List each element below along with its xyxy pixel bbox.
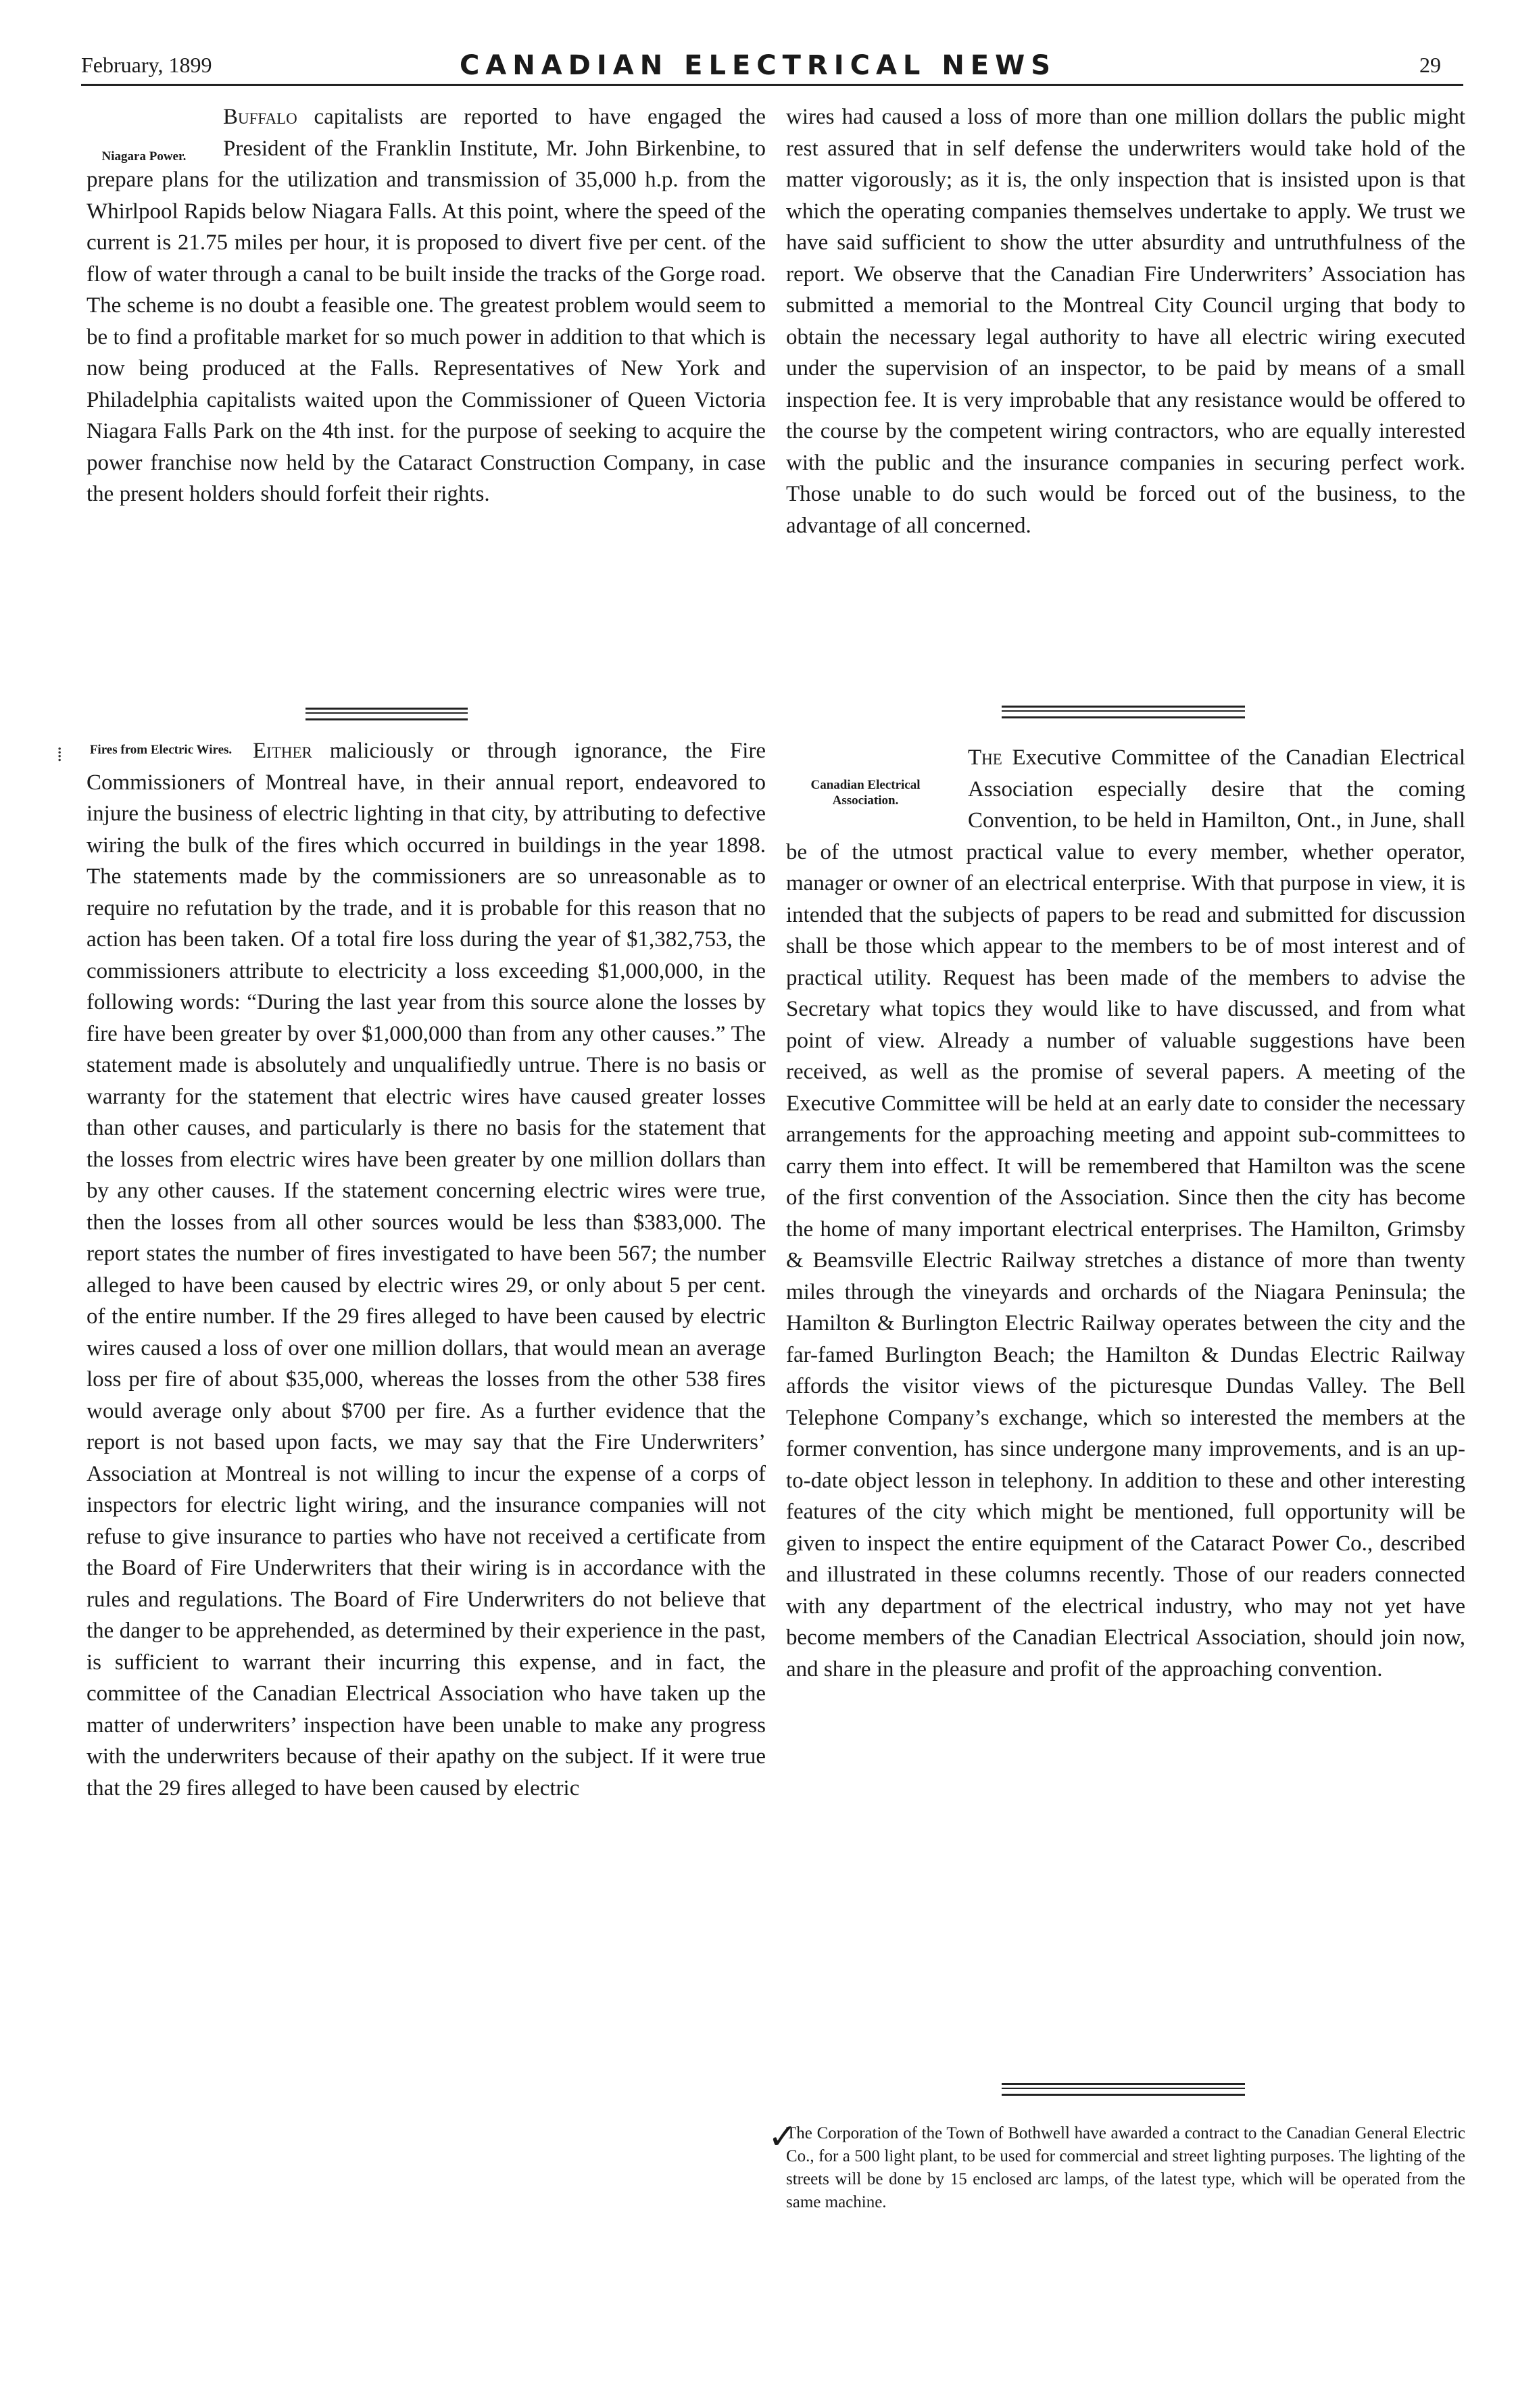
lead-word-buffalo: Buffalo bbox=[223, 105, 297, 129]
lead-word-the: The bbox=[968, 745, 1002, 770]
header-rule bbox=[81, 84, 1463, 86]
article-canadian-electrical-association bbox=[786, 742, 1465, 2067]
niagara-paragraph bbox=[87, 101, 766, 510]
sidehead-fires-electric-wires: Fires from Electric Wires. bbox=[89, 743, 233, 757]
section-separator bbox=[305, 708, 468, 720]
section-separator bbox=[1002, 706, 1245, 718]
page-number: 29 bbox=[1419, 53, 1441, 77]
margin-mark: ⁞ bbox=[57, 743, 63, 766]
article-niagara-power bbox=[87, 101, 766, 696]
news-item-bothwell bbox=[786, 2122, 1465, 2338]
association-paragraph bbox=[786, 742, 1465, 1685]
check-mark-icon: ✓ bbox=[768, 2117, 798, 2157]
bothwell-note-text: The Corporation of the Town of Bothwell have awarded a contract to the Canadian General Electric Co., for a 500 light plant, to be used for commercial and street lighting purposes. The lighting of the streets will be done by 15 enclosed arc lamps, of the latest type, which will be operated from the same machine. bbox=[786, 2124, 1465, 2211]
lead-word-either: Either bbox=[253, 739, 312, 763]
article-fires-electric-wires bbox=[87, 735, 766, 2384]
fires-body: maliciously or through ignorance, the Fire Commissioners of Montreal have, in their annual report, endeavored to injure the business of electric lighting in that city, by attributing to defective wiring the bulk of the fires which occurred in buildings in the year 1898. The statements made by the commissioners are so unreasonable as to require no refutation by the trade, and it is probable for this reason that no action has been taken. Of a total fire loss during the year of $1,382,753, the commissioners attribute to electricity a loss exceeding $1,000,000, in the following words: “During the last year from this source alone the losses by fire have been greater by over $1,000,000 than from any other causes.” The statement made is absolutely and unqualifiedly untrue. There is no basis or warranty for the statement that electric wires have caused greater losses than other causes, and particularly is there no basis for the statement that the losses from electric wires have been greater by one million dollars than by any other causes. If the statement concerning electric wires were true, then the losses from all other sources would be less than $383,000. The report states the number of fires investigated to have been 567; the number alleged to have been caused by electric wires 29, or only about 5 per cent. of the entire number. If the 29 fires alleged to have been caused by electric wires caused a loss of over one million dollars, that would mean an average loss per fire of about $35,000, whereas the losses from the other 538 fires would average only about $700 per fire. As a further evidence that the report is not based upon facts, we may say that the Fire Underwriters’ Association at Montreal is not willing to incur the expense of a corps of inspectors for electric light wiring, and the insurance companies will not refuse to give insurance to parties who have not received a certificate from the Board of Fire Underwriters that their wiring is in accordance with the rules and regulations. The Board of Fire Underwriters do not believe that the danger to be apprehended, as determined by their experience in the past, is sufficient to warrant their incurring this expense, and in fact, the committee of the Canadian Electrical Association who have taken up the matter of underwriters’ inspection have been unable to make any progress with the underwriters because of their apathy on the subject. If it were true that the 29 fires alleged to have been caused by electric bbox=[87, 739, 766, 1800]
continuation-paragraph: wires had caused a loss of more than one million dollars the public might rest assured that in self defense the underwriters would take hold of the matter vigorously; as it is, the only inspection that is insisted upon is that which the operating companies themselves undertake to apply. We trust we have said sufficient to show the utter absurdity and untruthfulness of the report. We observe that the Canadian Fire Underwriters’ Association has submitted a memorial to the Montreal City Council urging that body to obtain the necessary legal authority to have all electric wiring executed under the supervision of an inspector, to be paid by means of a small inspection fee. It is very improbable that any resistance would be offered to the course by the competent wiring contractors, who are equally interested with the public and the insurance companies in securing perfect work. Those unable to do such would be forced out of the business, to the advantage of all concerned. bbox=[786, 105, 1465, 538]
sidehead-niagara-power: Niagara Power. bbox=[101, 149, 187, 164]
masthead-title: CANADIAN ELECTRICAL NEWS bbox=[459, 50, 1057, 81]
niagara-body: capitalists are reported to have engaged the President of the Franklin Institute, Mr. John Birkenbine, to prepare plans for the utilization and transmission of 35,000 h.p. from the Whirlpool Rapids below Niagara Falls. At this point, where the speed of the current is 21.75 miles per hour, it is proposed to divert five per cent. of the flow of water through a canal to be built inside the tracks of the Gorge road. The scheme is no doubt a feasible one. The greatest problem would seem to be to find a profitable market for so much power in addition to that which is now being produced at the Falls. Representatives of New York and Philadelphia capitalists waited upon the Commissioner of Queen Victoria Niagara Falls Park on the 4th inst. for the purpose of seeking to acquire the power franchise now held by the Cataract Construction Company, in case the present holders should forfeit their rights. bbox=[87, 105, 766, 506]
section-separator bbox=[1002, 2083, 1245, 2096]
association-body: Executive Committee of the Canadian Electrical Association especially desire that the coming Convention, to be held in Hamilton, Ont., in June, shall be of the utmost practical value to every member, whether operator, manager or owner of an electrical enterprise. With that purpose in view, it is intended that the subjects of papers to be read and submitted for discussion shall be those which appear to the members to be of most interest and of practical utility. Request has been made of the members to advise the Secretary what topics they would like to have discussed, and from what point of view. Already a number of valuable suggestions have been received, as well as the promise of several papers. A meeting of the Executive Committee will be held at an early date to consider the necessary arrangements for the approaching meeting and appoint sub-committees to carry them into effect. It will be remembered that Hamilton was the scene of the first convention of the Association. Since then the city has become the home of many important electrical enterprises. The Hamilton, Grimsby & Beamsville Electric Railway stretches a distance of more than twenty miles through the vineyards and orchards of the Niagara Peninsula; the Hamilton & Burlington Electric Railway operates between the city and the far-famed Burlington Beach; the Hamilton & Dundas Electric Railway affords the visitor views of the picturesque Dundas Valley. The Bell Telephone Company’s exchange, which so interested the members at the former convention, has since undergone many improvements, and is an up-to-date object lesson in telephony. In addition to these and other interesting features of the city which might be mentioned, full opportunity will be given to inspect the entire equipment of the Cataract Power Co., described and illustrated in these columns recently. Those of our readers connected with any department of the electrical industry, who may not yet have become members of the Canadian Electrical Association, should join now, and share in the pleasure and profit of the approaching convention. bbox=[786, 745, 1465, 1681]
article-fires-continued bbox=[786, 101, 1465, 696]
fires-paragraph bbox=[87, 735, 766, 1804]
issue-date: February, 1899 bbox=[81, 53, 212, 77]
sidehead-canadian-electrical-association: Canadian Electrical Association. bbox=[810, 778, 921, 808]
